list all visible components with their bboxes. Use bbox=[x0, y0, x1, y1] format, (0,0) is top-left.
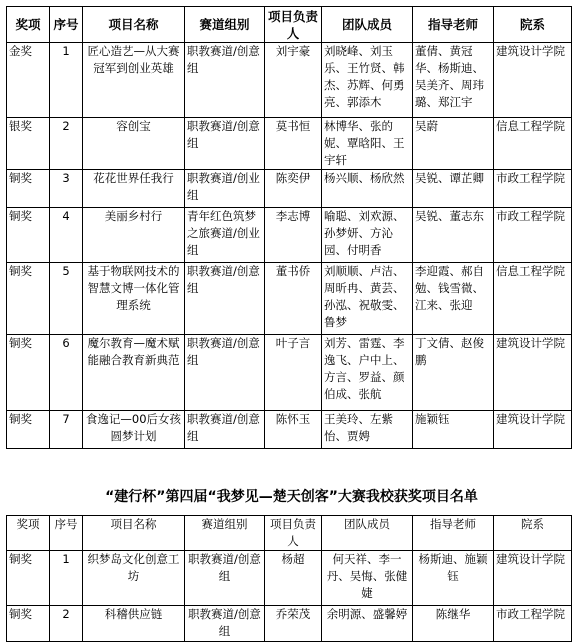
table-row bbox=[7, 43, 572, 118]
table-cell: 杨超 bbox=[265, 551, 322, 606]
table-cell: 5 bbox=[50, 263, 83, 335]
table-cell: 职教赛道/创意组 bbox=[185, 606, 265, 642]
table-row bbox=[7, 335, 572, 411]
table-cell: 吴蔚 bbox=[413, 118, 494, 170]
table-cell: 董倩、黄冠华、杨斯迪、吴美齐、周玮璐、郑江宇 bbox=[413, 43, 494, 118]
table-cell: 建筑设计学院 bbox=[494, 551, 572, 606]
table-cell: 李志博 bbox=[265, 208, 322, 263]
table-cell: 2 bbox=[50, 606, 83, 642]
table-header-row bbox=[7, 7, 572, 43]
table-cell: 职教赛道/创意组 bbox=[185, 43, 265, 118]
table-cell: 乔荣茂 bbox=[265, 606, 322, 642]
table-row bbox=[7, 263, 572, 335]
column-header: 奖项 bbox=[7, 516, 50, 551]
awards-table-2 bbox=[6, 515, 572, 642]
table-cell: 莫书恒 bbox=[265, 118, 322, 170]
column-header: 院系 bbox=[494, 7, 572, 43]
column-header: 团队成员 bbox=[322, 7, 413, 43]
table-cell: 科稽供应链 bbox=[83, 606, 185, 642]
table-row bbox=[7, 411, 572, 449]
table-row bbox=[7, 118, 572, 170]
table-cell: 4 bbox=[50, 208, 83, 263]
table-cell: 刘顺顺、卢洁、周昕冉、黄芸、孙泓、祝敬雯、鲁梦 bbox=[322, 263, 413, 335]
table-cell: 1 bbox=[50, 43, 83, 118]
column-header: 项目负责人 bbox=[265, 7, 322, 43]
column-header: 指导老师 bbox=[413, 516, 494, 551]
table-cell: 杨兴顺、杨欣然 bbox=[322, 170, 413, 208]
table-cell: 1 bbox=[50, 551, 83, 606]
section-title: “建行杯”第四届“我梦见—楚天创客”大赛我校获奖项目名单 bbox=[105, 489, 478, 505]
table-cell: 施颖钰 bbox=[413, 411, 494, 449]
column-header: 奖项 bbox=[7, 7, 50, 43]
table-cell: 魔尔教育—魔术赋能融合教育新典范 bbox=[83, 335, 185, 411]
table-cell: 陈继华 bbox=[413, 606, 494, 642]
table-cell: 职教赛道/创意组 bbox=[185, 118, 265, 170]
table-cell: 建筑设计学院 bbox=[494, 43, 572, 118]
table-cell: 铜奖 bbox=[7, 411, 50, 449]
table-row bbox=[7, 170, 572, 208]
column-header: 团队成员 bbox=[322, 516, 413, 551]
table-cell: 刘晓峰、刘玉乐、王竹贤、韩杰、苏辉、何勇亮、郭添木 bbox=[322, 43, 413, 118]
table-cell: 吴锐、董志东 bbox=[413, 208, 494, 263]
table-cell: 铜奖 bbox=[7, 335, 50, 411]
table-cell: 职教赛道/创意组 bbox=[185, 263, 265, 335]
table-cell: 职教赛道/创业组 bbox=[185, 170, 265, 208]
column-header: 指导老师 bbox=[413, 7, 494, 43]
column-header: 项目负责人 bbox=[265, 516, 322, 551]
table-cell: 织梦岛文化创意工坊 bbox=[83, 551, 185, 606]
table-cell: 6 bbox=[50, 335, 83, 411]
table-cell: 信息工程学院 bbox=[494, 118, 572, 170]
table-cell: 市政工程学院 bbox=[494, 606, 572, 642]
table-cell: 刘芳、雷霆、李逸飞、户中上、方言、罗益、颜伯成、张航 bbox=[322, 335, 413, 411]
column-header: 赛道组别 bbox=[185, 7, 265, 43]
table-header-row bbox=[7, 516, 572, 551]
table-cell: 铜奖 bbox=[7, 551, 50, 606]
table-cell: 美丽乡村行 bbox=[83, 208, 185, 263]
table-cell: 基于物联网技术的智慧文博一体化管理系统 bbox=[83, 263, 185, 335]
table-cell: 余明源、盛馨婷 bbox=[322, 606, 413, 642]
table-cell: 容创宝 bbox=[83, 118, 185, 170]
awards-table-1 bbox=[6, 6, 572, 449]
table-cell: 杨斯迪、施颖钰 bbox=[413, 551, 494, 606]
table-cell: 职教赛道/创意组 bbox=[185, 335, 265, 411]
table-cell: 何天祥、李一丹、吴悔、张健婕 bbox=[322, 551, 413, 606]
table-row bbox=[7, 551, 572, 606]
table-cell: 市政工程学院 bbox=[494, 208, 572, 263]
column-header: 序号 bbox=[50, 7, 83, 43]
table-cell: 金奖 bbox=[7, 43, 50, 118]
table-cell: 铜奖 bbox=[7, 606, 50, 642]
table-cell: 银奖 bbox=[7, 118, 50, 170]
table-row bbox=[7, 208, 572, 263]
column-header: 项目名称 bbox=[83, 7, 185, 43]
table-cell: 建筑设计学院 bbox=[494, 411, 572, 449]
table-cell: 匠心造艺—从大赛冠军到创业英雄 bbox=[83, 43, 185, 118]
table-cell: 王美玲、左紫怡、贾娉 bbox=[322, 411, 413, 449]
table-cell: 李迎霞、郝自勉、钱雪微、江来、张迎 bbox=[413, 263, 494, 335]
table-cell: 董书侨 bbox=[265, 263, 322, 335]
table-cell: 铜奖 bbox=[7, 263, 50, 335]
table-cell: 陈怀玉 bbox=[265, 411, 322, 449]
table-cell: 建筑设计学院 bbox=[494, 335, 572, 411]
table-cell: 信息工程学院 bbox=[494, 263, 572, 335]
table-cell: 叶子言 bbox=[265, 335, 322, 411]
table-cell: 花花世界任我行 bbox=[83, 170, 185, 208]
table-cell: 丁文倩、赵俊鹏 bbox=[413, 335, 494, 411]
table-cell: 市政工程学院 bbox=[494, 170, 572, 208]
table-cell: 食逸记—00后女孩圆梦计划 bbox=[83, 411, 185, 449]
table-cell: 林博华、张的妮、覃晗阳、王宇轩 bbox=[322, 118, 413, 170]
table-cell: 职教赛道/创意组 bbox=[185, 411, 265, 449]
table-cell: 刘宇豪 bbox=[265, 43, 322, 118]
table-cell: 2 bbox=[50, 118, 83, 170]
table-cell: 喻聪、刘欢源、孙梦妍、方沁园、付明香 bbox=[322, 208, 413, 263]
table-cell: 青年红色筑梦之旅赛道/创业组 bbox=[185, 208, 265, 263]
column-header: 赛道组别 bbox=[185, 516, 265, 551]
table-cell: 7 bbox=[50, 411, 83, 449]
table-cell: 吴锐、谭芷卿 bbox=[413, 170, 494, 208]
table-cell: 职教赛道/创意组 bbox=[185, 551, 265, 606]
table-cell: 铜奖 bbox=[7, 170, 50, 208]
table-row bbox=[7, 606, 572, 642]
table-cell: 陈奕伊 bbox=[265, 170, 322, 208]
table-cell: 3 bbox=[50, 170, 83, 208]
column-header: 院系 bbox=[494, 516, 572, 551]
table-cell: 铜奖 bbox=[7, 208, 50, 263]
column-header: 序号 bbox=[50, 516, 83, 551]
column-header: 项目名称 bbox=[83, 516, 185, 551]
